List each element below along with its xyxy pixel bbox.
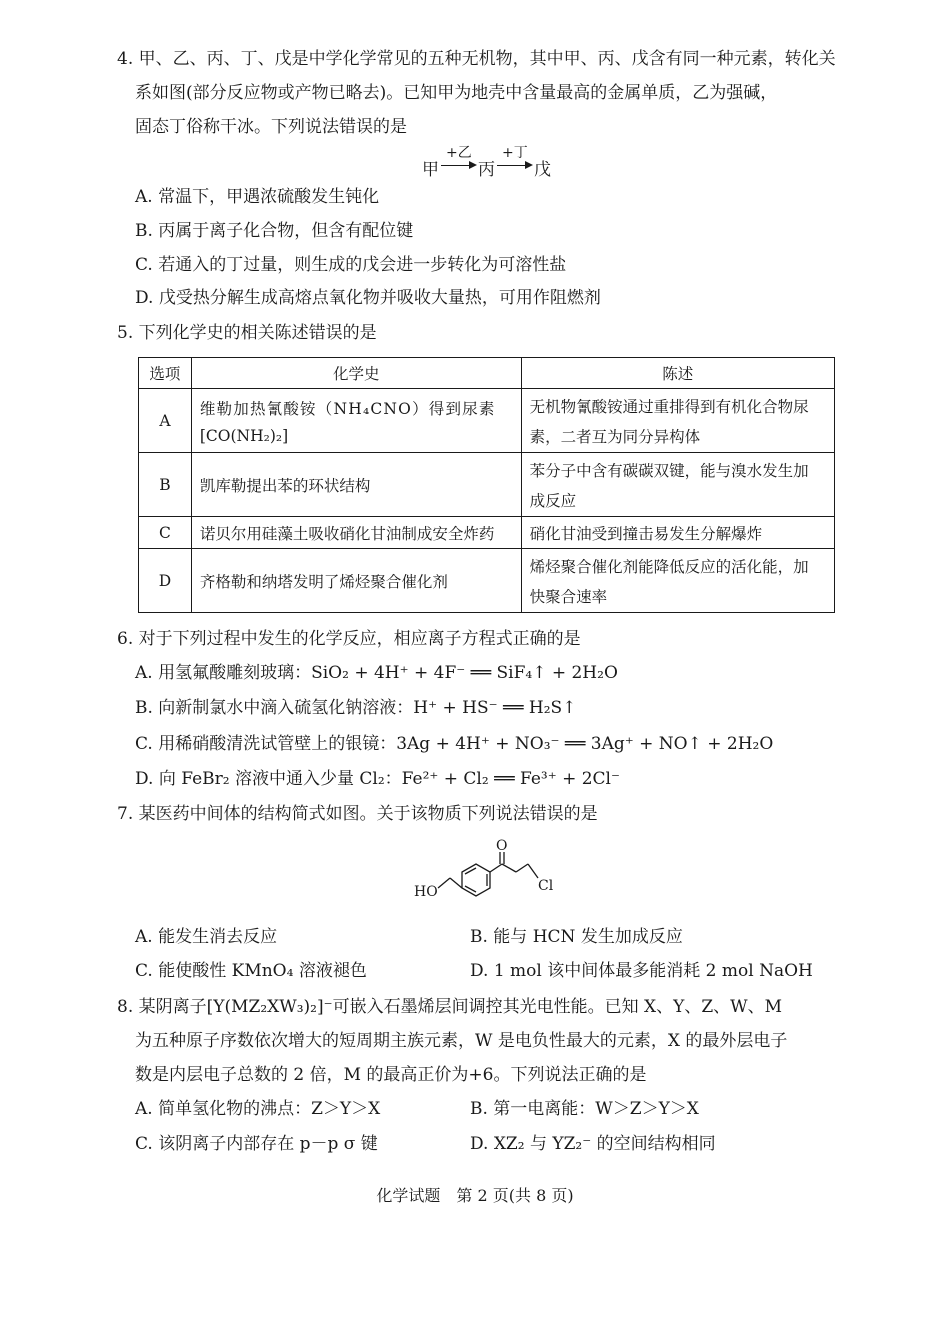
q4-option-d: D. 戊受热分解生成高熔点氧化物并吸收大量热，可用作阻燃剂 [135, 288, 601, 308]
scheme-arrowhead2 [525, 161, 533, 169]
q8-stem-line1: 8. 某阴离子[Y(MZ₂XW₃)₂]⁻可嵌入石墨烯层间调控其光电性能。已知 X、Y、Z、W、M [117, 997, 783, 1017]
row-option: A [139, 389, 192, 453]
q8-stem-line3: 数是内层电子总数的 2 倍，M 的最高正价为+6。下列说法正确的是 [135, 1065, 647, 1085]
scheme-wu: 戊 [534, 160, 551, 180]
scheme-bing: 丙 [478, 160, 495, 180]
q6-option-c: C. 用稀硝酸清洗试管壁上的银镜：3Ag + 4H⁺ + NO₃⁻ ══ 3Ag⁺ + NO↑ + 2H₂O [135, 734, 774, 754]
q8-option-c: C. 该阴离子内部存在 p－p σ 键 [135, 1134, 378, 1154]
q7-option-d: D. 1 mol 该中间体最多能消耗 2 mol NaOH [470, 961, 813, 981]
row-option: C [139, 517, 192, 549]
table-row [139, 549, 835, 613]
scheme-arrow2 [497, 165, 527, 166]
row-history-line1: 维勒加热氰酸铵（NH₄CNO）得到尿素 [199, 399, 496, 418]
atom-cl: Cl [538, 878, 554, 894]
chemistry-history-table [138, 357, 835, 613]
row-statement-line1: 烯烃聚合催化剂能降低反应的活化能，加 [529, 557, 809, 576]
bond-chain1 [502, 864, 516, 872]
atom-o: O [496, 838, 508, 854]
atom-ho: HO [414, 884, 438, 900]
bond-ho-ch2 [438, 878, 450, 888]
bond-chain2 [516, 864, 528, 872]
q8-option-b: B. 第一电离能：W＞Z＞Y＞X [470, 1099, 699, 1119]
scheme-arrowhead1 [469, 161, 477, 169]
q7-structure-diagram [400, 838, 570, 918]
bond-chain-cl [528, 864, 538, 878]
table-header-row [139, 358, 835, 389]
scheme-arrow1 [441, 165, 471, 166]
table-row [139, 453, 835, 517]
q4-option-a: A. 常温下，甲遇浓硫酸发生钝化 [135, 187, 380, 207]
q7-option-c: C. 能使酸性 KMnO₄ 溶液褪色 [135, 961, 367, 981]
q4-conversion-scheme [420, 142, 560, 182]
row-statement-line2: 成反应 [529, 491, 577, 510]
row-statement: 硝化甘油受到撞击易发生分解爆炸 [521, 517, 834, 549]
q6-option-d: D. 向 FeBr₂ 溶液中通入少量 Cl₂：Fe²⁺ + Cl₂ ══ Fe³⁺ + 2Cl⁻ [135, 769, 620, 789]
q5-stem: 5. 下列化学史的相关陈述错误的是 [117, 323, 377, 343]
row-option: B [139, 453, 192, 517]
q6-stem: 6. 对于下列过程中发生的化学反应，相应离子方程式正确的是 [117, 629, 581, 649]
row-history: 齐格勒和纳塔发明了烯烃聚合催化剂 [191, 549, 521, 613]
q4-stem-line2: 系如图(部分反应物或产物已略去)。已知甲为地壳中含量最高的金属单质，乙为强碱， [135, 83, 778, 103]
q4-stem-line3: 固态丁俗称干冰。下列说法错误的是 [135, 117, 407, 137]
q8-option-a: A. 简单氢化物的沸点：Z＞Y＞X [135, 1099, 381, 1119]
bond-ring-carbonyl [490, 864, 502, 872]
scheme-reagent2: +丁 [502, 145, 528, 161]
bond-ch2-ring [450, 878, 462, 888]
header-history: 化学史 [191, 358, 521, 389]
table-row [139, 389, 835, 453]
row-statement-line2: 快聚合速率 [529, 587, 608, 606]
q8-option-d: D. XZ₂ 与 YZ₂⁻ 的空间结构相同 [470, 1134, 716, 1154]
row-statement [521, 389, 834, 453]
row-history: 诺贝尔用硅藻土吸收硝化甘油制成安全炸药 [191, 517, 521, 549]
header-option: 选项 [139, 358, 192, 389]
row-statement-line1: 无机物氰酸铵通过重排得到有机化合物尿 [529, 397, 809, 416]
scheme-reagent1: +乙 [446, 145, 472, 161]
row-statement-line1: 苯分子中含有碳碳双键，能与溴水发生加 [529, 461, 809, 480]
page-footer: 化学试题 第 2 页(共 8 页) [376, 1186, 574, 1205]
benzene-ring [462, 864, 490, 896]
q8-stem-line2: 为五种原子序数依次增大的短周期主族元素，W 是电负性最大的元素，X 的最外层电子 [135, 1031, 788, 1051]
q4-option-c: C. 若通入的丁过量，则生成的戊会进一步转化为可溶性盐 [135, 255, 567, 275]
table-row [139, 517, 835, 549]
row-history [191, 389, 521, 453]
row-statement [521, 453, 834, 517]
row-statement [521, 549, 834, 613]
q6-option-a: A. 用氢氟酸雕刻玻璃：SiO₂ + 4H⁺ + 4F⁻ ══ SiF₄↑ + 2H₂O [135, 663, 618, 683]
row-history-line2: [CO(NH₂)₂] [199, 426, 289, 445]
row-history: 凯库勒提出苯的环状结构 [191, 453, 521, 517]
q7-stem: 7. 某医药中间体的结构简式如图。关于该物质下列说法错误的是 [117, 804, 598, 824]
row-option: D [139, 549, 192, 613]
q4-stem-line1: 4. 甲、乙、丙、丁、戊是中学化学常见的五种无机物，其中甲、丙、戊含有同一种元素，转化关 [117, 49, 836, 69]
q6-option-b: B. 向新制氯水中滴入硫氢化钠溶液：H⁺ + HS⁻ ══ H₂S↑ [135, 698, 577, 718]
q4-option-b: B. 丙属于离子化合物，但含有配位键 [135, 221, 414, 241]
q7-option-b: B. 能与 HCN 发生加成反应 [470, 927, 683, 947]
row-statement-line2: 素，二者互为同分异构体 [529, 427, 701, 446]
header-statement: 陈述 [521, 358, 834, 389]
q7-option-a: A. 能发生消去反应 [135, 927, 278, 947]
scheme-jia: 甲 [422, 160, 439, 180]
